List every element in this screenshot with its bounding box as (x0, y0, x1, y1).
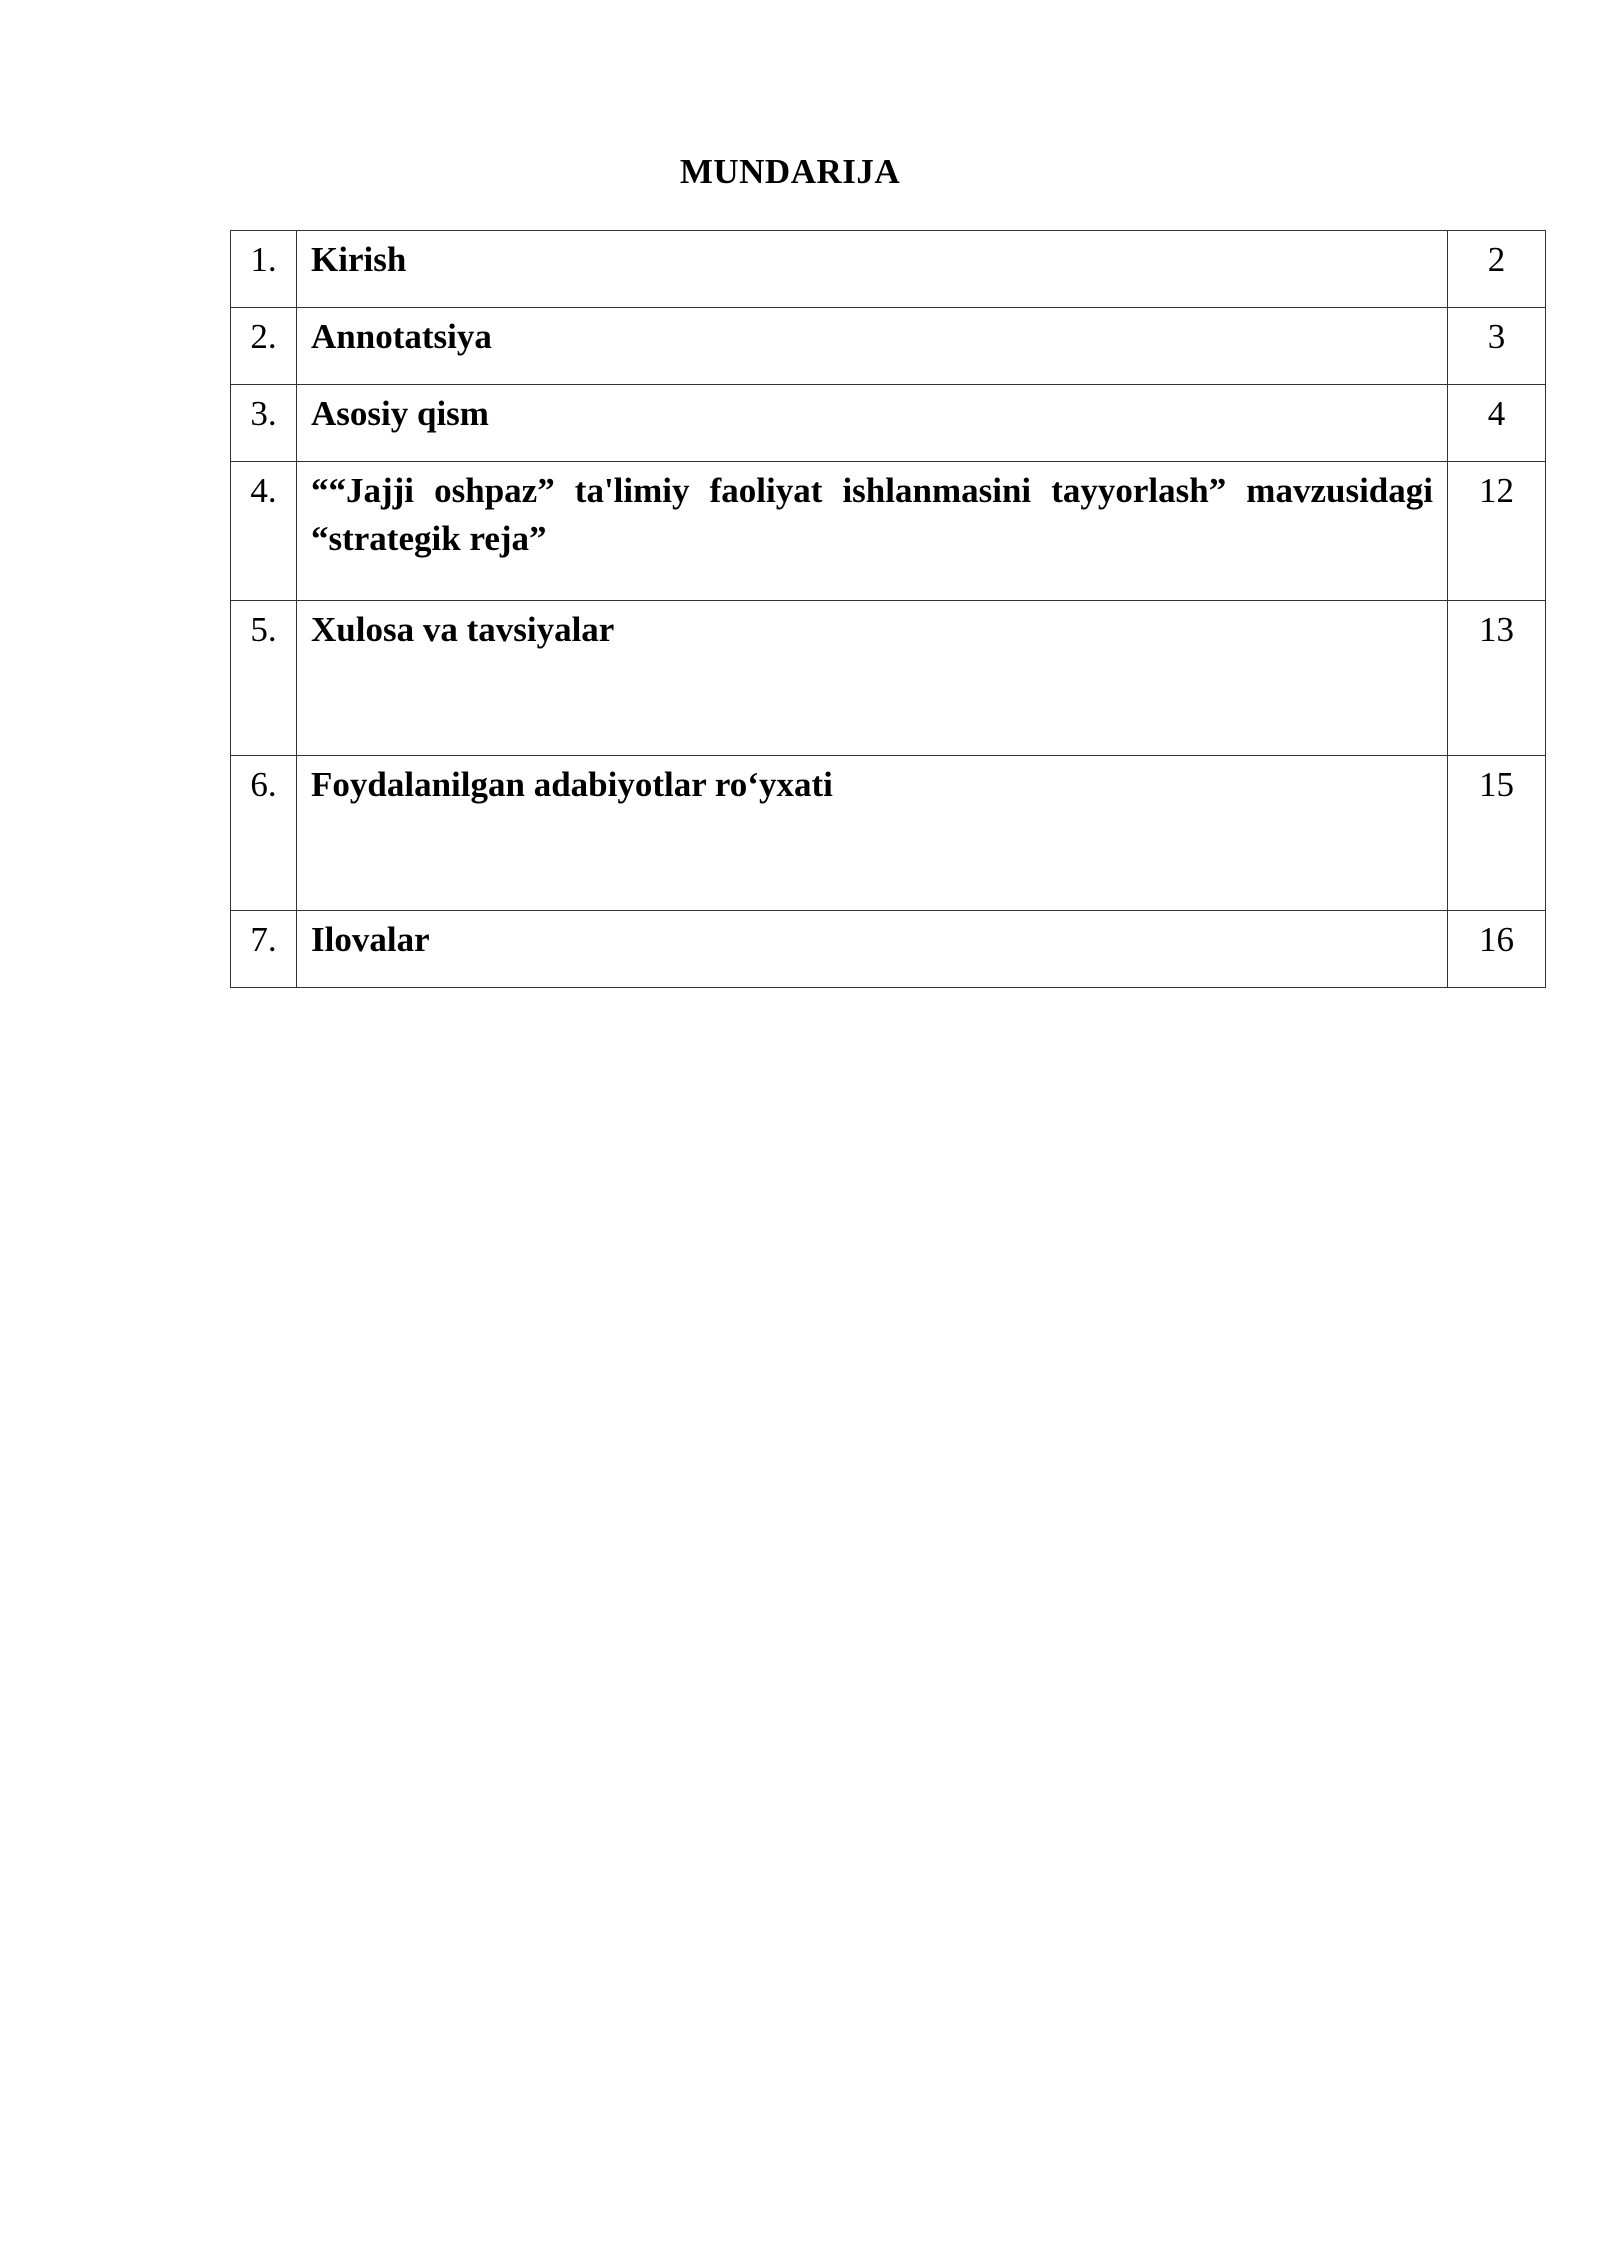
toc-item-number: 3. (231, 385, 297, 462)
toc-item-number: 2. (231, 308, 297, 385)
toc-item-title: Annotatsiya (297, 308, 1448, 385)
table-row (231, 756, 1546, 911)
toc-item-title: Xulosa va tavsiyalar (297, 601, 1448, 756)
toc-item-number: 7. (231, 911, 297, 988)
toc-item-page: 15 (1448, 756, 1546, 911)
toc-item-page: 12 (1448, 462, 1546, 601)
toc-item-title: Asosiy qism (297, 385, 1448, 462)
page-title: MUNDARIJA (679, 152, 901, 191)
table-row (231, 462, 1546, 601)
table-row (231, 385, 1546, 462)
toc-item-title: Foydalanilgan adabiyotlar ro‘yxati (297, 756, 1448, 911)
toc-item-page: 2 (1448, 231, 1546, 308)
toc-item-number: 4. (231, 462, 297, 601)
toc-item-page: 3 (1448, 308, 1546, 385)
toc-item-title: Ilovalar (297, 911, 1448, 988)
toc-item-page: 4 (1448, 385, 1546, 462)
table-of-contents (230, 230, 1546, 988)
table-row (231, 601, 1546, 756)
toc-item-number: 1. (231, 231, 297, 308)
table-row (231, 231, 1546, 308)
toc-item-title: Kirish (297, 231, 1448, 308)
toc-item-number: 6. (231, 756, 297, 911)
toc-item-page: 16 (1448, 911, 1546, 988)
table-row (231, 308, 1546, 385)
toc-item-title: ““Jajji oshpaz” ta'limiy faoliyat ishlanmasini tayyorlash” mavzusidagi “strategik reja” (297, 462, 1448, 601)
toc-item-number: 5. (231, 601, 297, 756)
table-row (231, 911, 1546, 988)
toc-item-page: 13 (1448, 601, 1546, 756)
